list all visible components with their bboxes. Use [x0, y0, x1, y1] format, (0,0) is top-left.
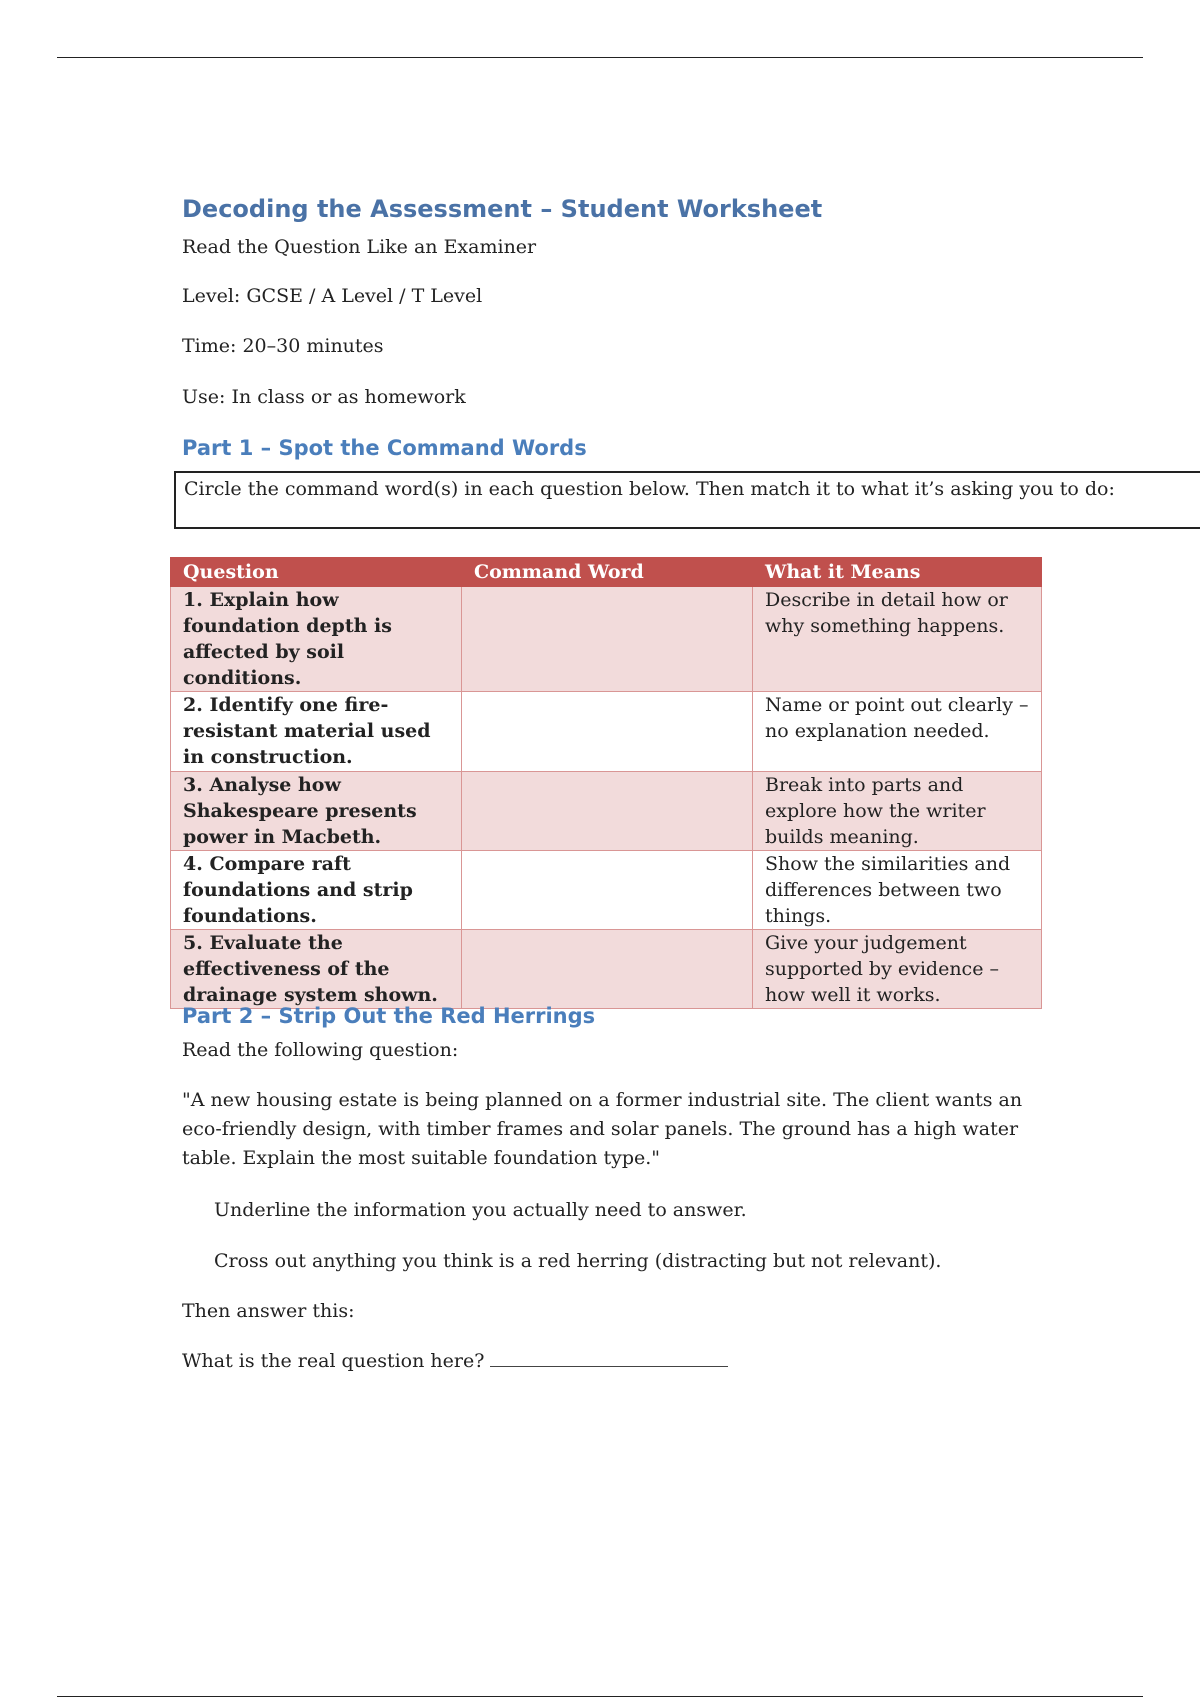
part1-heading: Part 1 – Spot the Command Words [182, 436, 587, 460]
page-title: Decoding the Assessment – Student Worksheet [182, 195, 823, 223]
meaning-cell: Show the similarities and differences between two things. [753, 851, 1042, 930]
question-cell: 3. Analyse how Shakespeare presents power in Macbeth. [171, 772, 462, 851]
part2-heading: Part 2 – Strip Out the Red Herrings [182, 1004, 596, 1028]
task-underline: Underline the information you actually need to answer. [214, 1199, 747, 1221]
question-cell: 2. Identify one fire-resistant material used in construction. [171, 692, 462, 772]
table-row [171, 930, 1042, 1009]
header-command-word: Command Word [462, 558, 753, 587]
table-row [171, 772, 1042, 851]
header-question: Question [171, 558, 462, 587]
meaning-cell: Give your judgement supported by evidence – how well it works. [753, 930, 1042, 1009]
question-cell: 4. Compare raft foundations and strip foundations. [171, 851, 462, 930]
task-cross-out: Cross out anything you think is a red herring (distracting but not relevant). [214, 1250, 942, 1272]
use-line: Use: In class or as homework [182, 386, 466, 408]
meaning-cell: Describe in detail how or why something happens. [753, 587, 1042, 692]
then-answer: Then answer this: [182, 1300, 355, 1322]
meaning-cell: Break into parts and explore how the writer builds meaning. [753, 772, 1042, 851]
command-word-cell[interactable] [462, 587, 753, 692]
footer-rule [57, 1696, 1143, 1697]
table-row [171, 587, 1042, 692]
part2-intro: Read the following question: [182, 1039, 459, 1061]
time-line: Time: 20–30 minutes [182, 335, 384, 357]
header-meaning: What it Means [753, 558, 1042, 587]
instruction-box: Circle the command word(s) in each question below. Then match it to what it’s asking you to do: [174, 471, 1200, 529]
table-row [171, 692, 1042, 772]
table-header-row [171, 558, 1042, 587]
command-word-cell[interactable] [462, 692, 753, 772]
question-cell: 5. Evaluate the effectiveness of the drainage system shown. [171, 930, 462, 1009]
meaning-cell: Name or point out clearly – no explanation needed. [753, 692, 1042, 772]
command-words-table [170, 557, 1042, 1009]
real-question-prompt [182, 1348, 728, 1372]
question-cell: 1. Explain how foundation depth is affected by soil conditions. [171, 587, 462, 692]
subtitle: Read the Question Like an Examiner [182, 236, 537, 258]
real-question-label: What is the real question here? [182, 1350, 485, 1372]
scenario-quote: "A new housing estate is being planned on a former industrial site. The client wants an eco-friendly design, with timber frames and solar panels. The ground has a high water table. Explain the most suitable foundation type." [182, 1089, 1023, 1169]
command-word-cell[interactable] [462, 851, 753, 930]
level-line: Level: GCSE / A Level / T Level [182, 285, 483, 307]
answer-blank[interactable] [490, 1348, 728, 1367]
command-word-cell[interactable] [462, 772, 753, 851]
header-rule [57, 57, 1143, 58]
table-row [171, 851, 1042, 930]
command-word-cell[interactable] [462, 930, 753, 1009]
